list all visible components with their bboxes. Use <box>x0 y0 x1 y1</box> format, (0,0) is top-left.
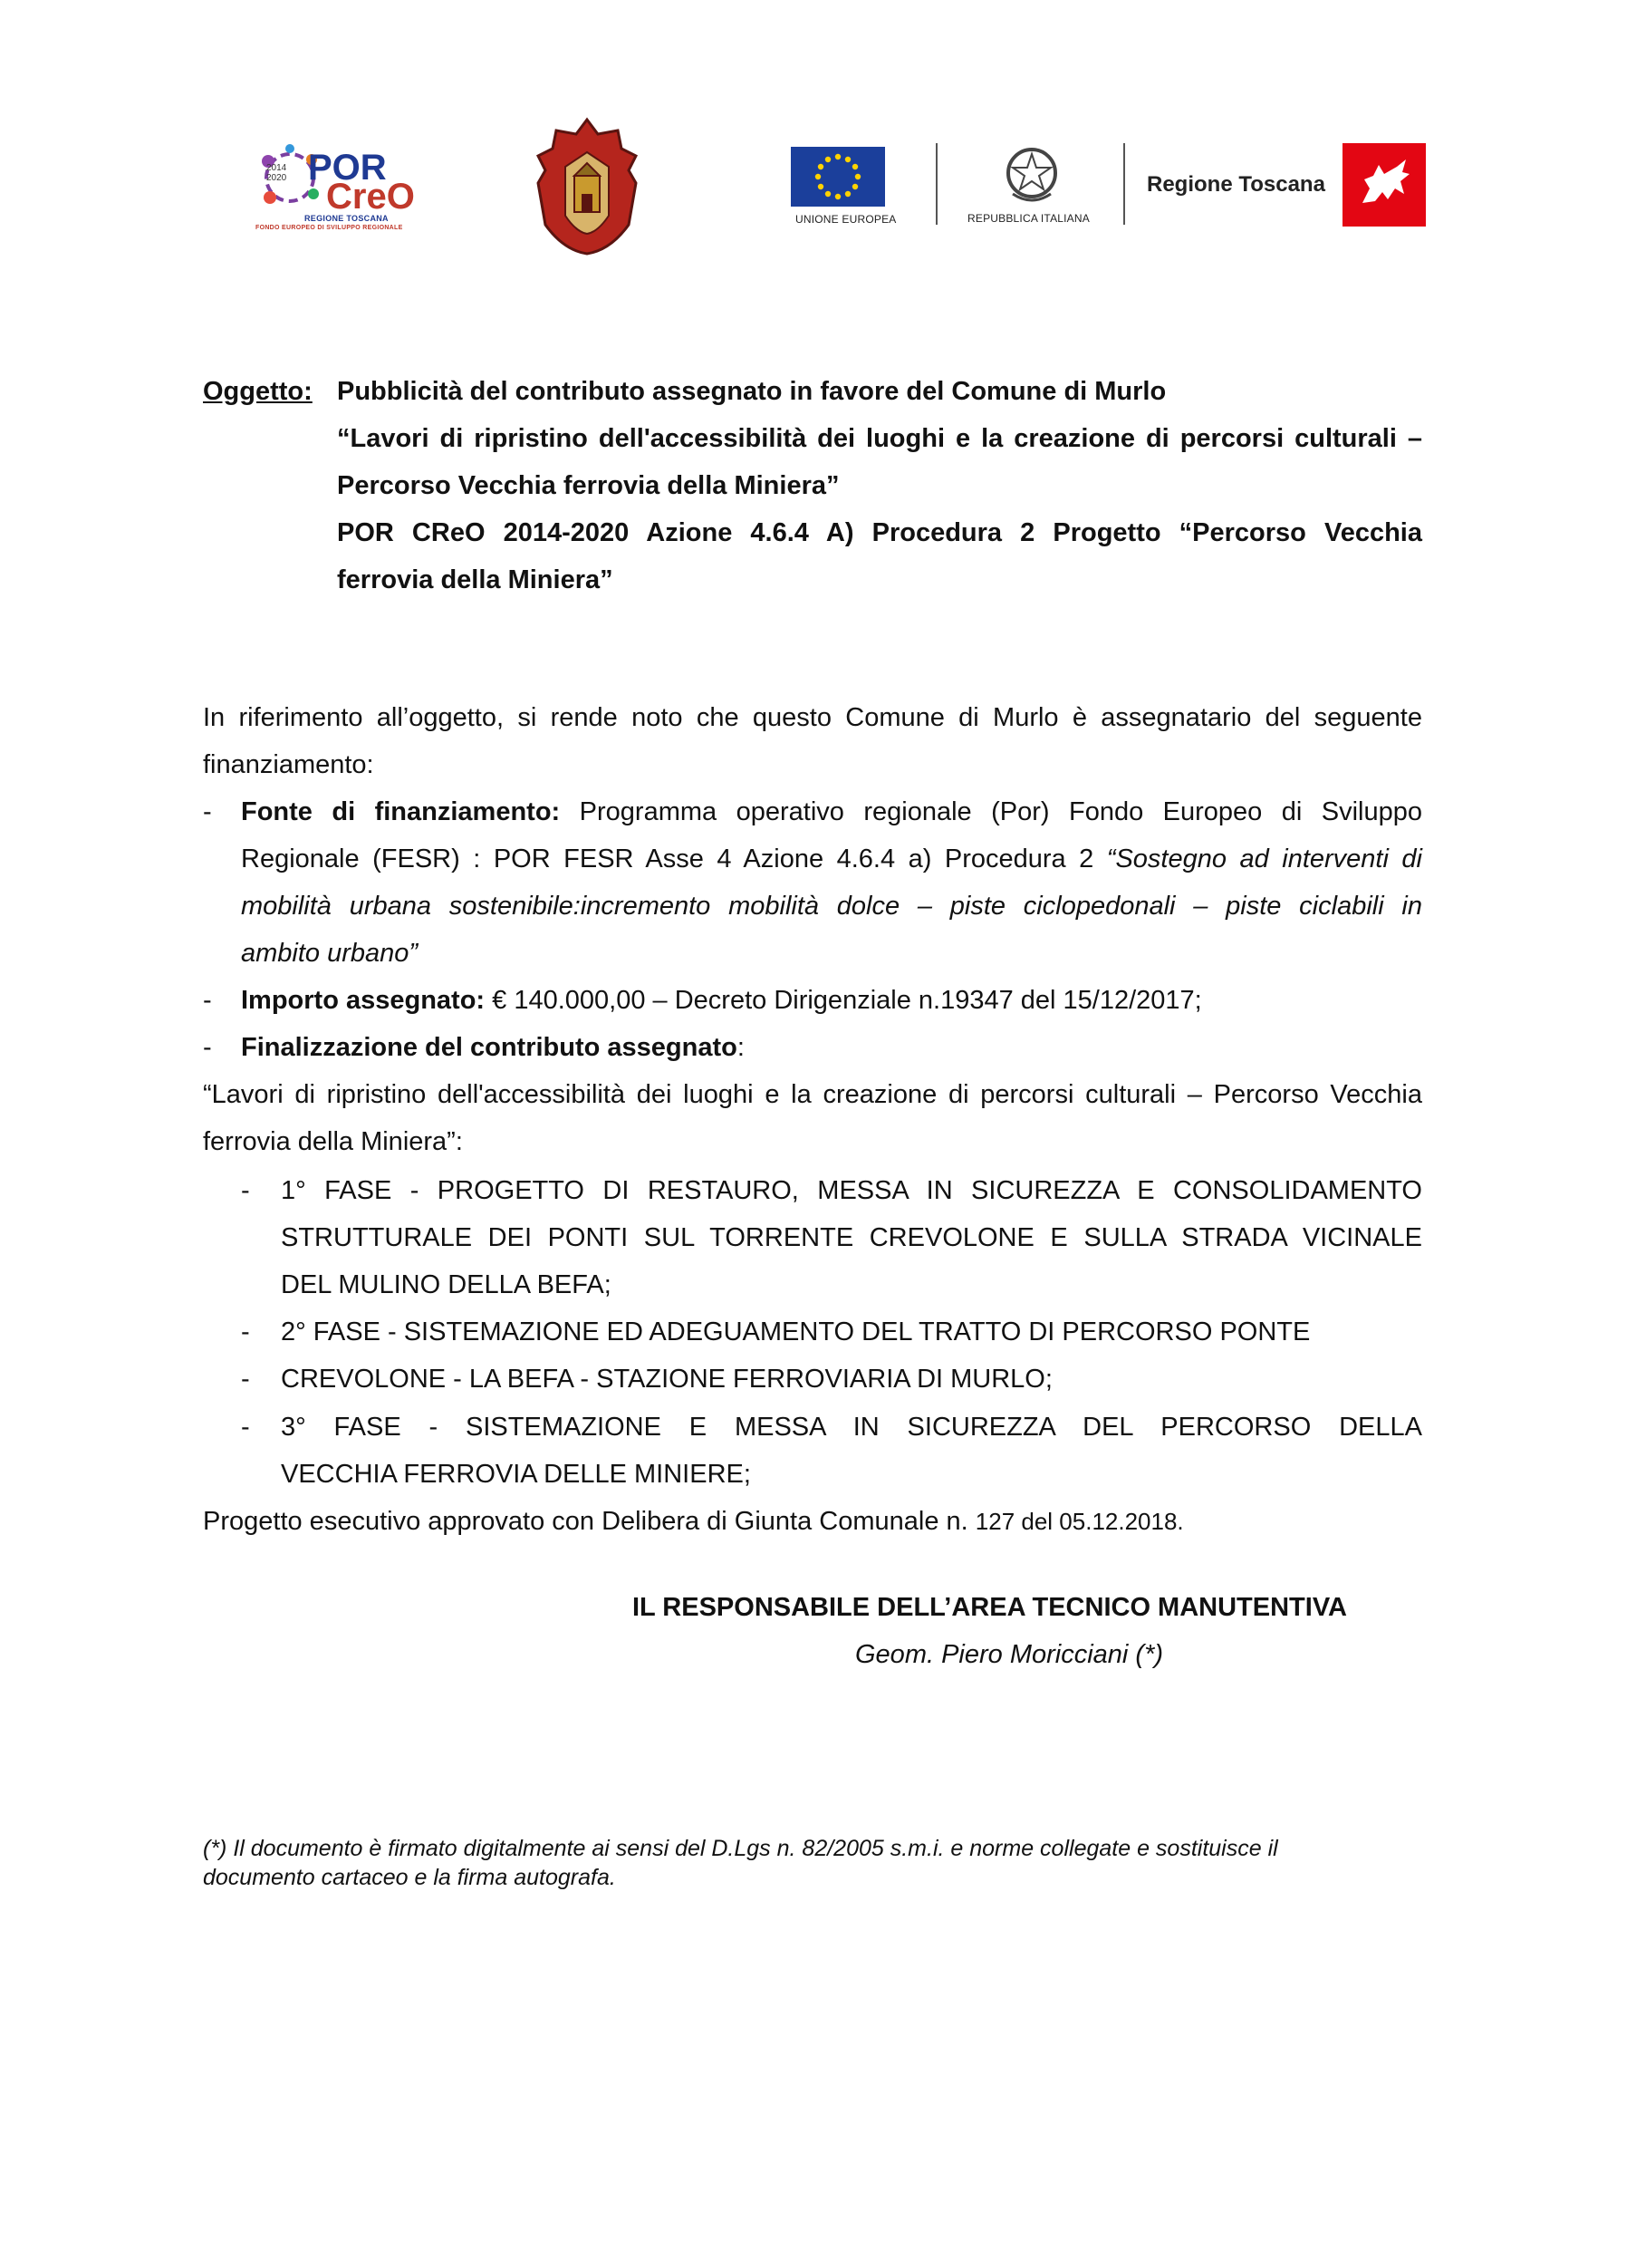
por-creo-logo <box>254 136 415 231</box>
fase-1-line-1: 1° FASE - PROGETTO DI RESTAURO, MESSA IN SICUREZZA E CONSOLIDAMENTO <box>281 1176 1422 1205</box>
fase-2: 2° FASE - SISTEMAZIONE ED ADEGUAMENTO DEL TRATTO DI PERCORSO PONTE <box>281 1317 1311 1346</box>
signature-name: Geom. Piero Moricciani (*) <box>855 1640 1164 1669</box>
finalizzazione-line-2: ferrovia della Miniera”: <box>203 1127 463 1156</box>
murlo-crest <box>534 116 640 256</box>
bullet-dash: - <box>203 1033 212 1062</box>
intro-line-1: In riferimento all’oggetto, si rende noto che questo Comune di Murlo è assegnatario del seguente <box>203 703 1422 732</box>
finalizzazione-label: Finalizzazione del contributo assegnato <box>241 1033 737 1062</box>
finalizzazione-line <box>241 1024 745 1071</box>
fonte-label: Fonte di finanziamento: <box>241 797 561 826</box>
fase-2b: CREVOLONE - LA BEFA - STAZIONE FERROVIARIA DI MURLO; <box>281 1365 1053 1394</box>
fonte-line-2 <box>241 835 1422 883</box>
fase-dash: - <box>241 1365 250 1394</box>
finalizzazione-line-1: “Lavori di ripristino dell'accessibilità dei luoghi e la creazione di percorsi culturali – Percorso Vecchia <box>203 1080 1422 1109</box>
toscana-label: Regione Toscana <box>1147 172 1325 197</box>
fonte-line-1 <box>241 788 1422 835</box>
fonte-text-2: Regionale (FESR) : POR FESR Asse 4 Azione 4.6.4 a) Procedura 2 <box>241 844 1107 873</box>
por-years: 2014 2020 <box>266 163 287 183</box>
fase-dash: - <box>241 1176 250 1205</box>
progetto-line <box>203 1498 1184 1545</box>
signature-title: IL RESPONSABILE DELL’AREA TECNICO MANUTENTIVA <box>632 1593 1347 1622</box>
footnote-line-2: documento cartaceo e la firma autografa. <box>203 1865 616 1890</box>
fonte-text-1: Programma operativo regionale (Por) Fondo Europeo di Sviluppo <box>579 797 1423 826</box>
progetto-text: Progetto esecutivo approvato con Delibera di Giunta Comunale n. <box>203 1507 976 1536</box>
bullet-dash: - <box>203 797 212 826</box>
progetto-number: 127 del 05.12.2018. <box>975 1508 1184 1535</box>
eu-flag-icon <box>788 145 888 208</box>
eu-logo <box>788 145 897 231</box>
importo-text: € 140.000,00 – Decreto Dirigenziale n.19347 del 15/12/2017; <box>485 986 1202 1015</box>
emblem-icon <box>1000 143 1063 207</box>
pegasus-icon <box>1342 143 1426 227</box>
por-region: REGIONE TOSCANA <box>304 214 389 223</box>
fase-3-line-2: VECCHIA FERROVIA DELLE MINIERE; <box>281 1460 751 1489</box>
fase-1-line-2: STRUTTURALE DEI PONTI SUL TORRENTE CREVOLONE E SULLA STRADA VICINALE <box>281 1223 1422 1252</box>
importo-line <box>241 977 1202 1024</box>
bullet-dash: - <box>203 986 212 1015</box>
fase-3-line-1: 3° FASE - SISTEMAZIONE E MESSA IN SICUREZZA DEL PERCORSO DELLA <box>281 1413 1422 1442</box>
repubblica-label: REPUBBLICA ITALIANA <box>967 212 1090 225</box>
oggetto-line-2: “Lavori di ripristino dell'accessibilità dei luoghi e la creazione di percorsi culturali – <box>337 424 1422 453</box>
fase-dash: - <box>241 1317 250 1346</box>
fonte-line-4: ambito urbano” <box>241 939 419 968</box>
fase-1-line-3: DEL MULINO DELLA BEFA; <box>281 1270 611 1299</box>
oggetto-line-5: ferrovia della Miniera” <box>337 565 613 594</box>
oggetto-line-3: Percorso Vecchia ferrovia della Miniera” <box>337 471 840 500</box>
por-title-line2: CreO <box>326 177 415 217</box>
oggetto-line-1: Pubblicità del contributo assegnato in favore del Comune di Murlo <box>337 377 1167 406</box>
fonte-line-3: mobilità urbana sostenibile:incremento mobilità dolce – piste ciclopedonali – piste ciclabili in <box>241 892 1422 921</box>
por-fund: FONDO EUROPEO DI SVILUPPO REGIONALE <box>255 225 403 231</box>
eu-label: UNIONE EUROPEA <box>795 213 897 226</box>
regione-toscana-logo <box>1147 143 1428 227</box>
repubblica-italiana-logo <box>962 143 1107 229</box>
por-title-line1: POR <box>308 148 387 188</box>
oggetto-line-4: POR CReO 2014-2020 Azione 4.6.4 A) Procedura 2 Progetto “Percorso Vecchia <box>337 518 1422 547</box>
logo-divider-2 <box>1123 143 1125 225</box>
fonte-italic-2: “Sostegno ad interventi di <box>1106 844 1422 873</box>
importo-label: Importo assegnato: <box>241 986 486 1015</box>
footnote-line-1: (*) Il documento è firmato digitalmente ai sensi del D.Lgs n. 82/2005 s.m.i. e norme collegate e sostituisce il <box>203 1836 1278 1861</box>
finalizzazione-colon: : <box>736 1033 745 1062</box>
oggetto-label: Oggetto: <box>203 377 313 406</box>
fase-dash: - <box>241 1413 250 1442</box>
logo-divider-1 <box>936 143 938 225</box>
intro-line-2: finanziamento: <box>203 750 374 779</box>
